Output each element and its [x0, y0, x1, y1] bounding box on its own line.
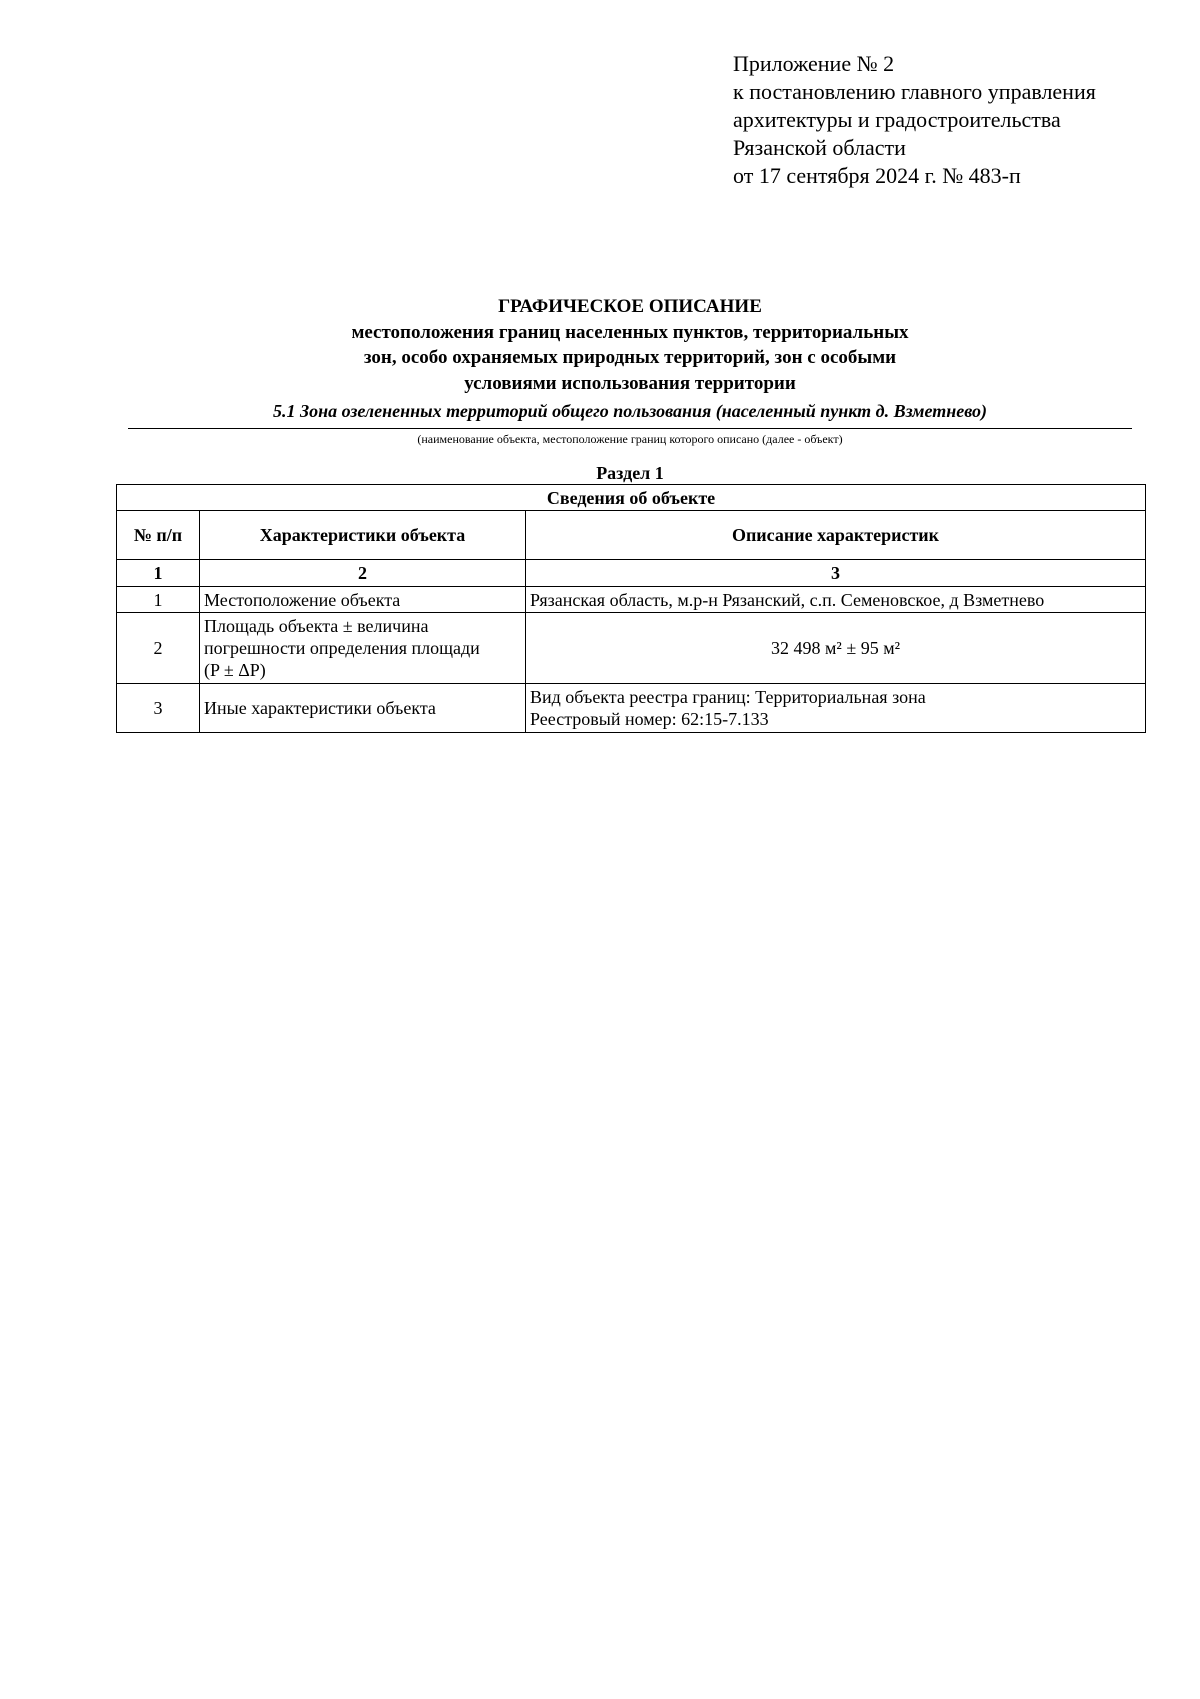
document-title-line: местоположения границ населенных пунктов, территориальных	[351, 321, 909, 343]
table-row	[117, 613, 1146, 684]
table-header-row	[117, 511, 1146, 560]
section-title: Раздел 1	[596, 463, 664, 483]
appendix-line: от 17 сентября 2024 г. № 483-п	[733, 163, 1021, 188]
object-caption: (наименование объекта, местоположение границ которого описано (далее - объект)	[417, 432, 843, 446]
row-number: 1	[117, 587, 200, 613]
object-name-underline	[128, 428, 1132, 429]
document-title-line: условиями использования территории	[464, 372, 796, 394]
row-characteristic: Местоположение объекта	[200, 587, 526, 613]
row-description-line: Реестровый номер: 62:15-7.133	[530, 709, 769, 729]
row-description: 32 498 м² ± 95 м²	[526, 613, 1146, 684]
row-description: Рязанская область, м.р-н Рязанский, с.п. Семеновское, д Взметнево	[526, 587, 1146, 613]
column-number: 3	[526, 560, 1146, 587]
header-number: № п/п	[117, 511, 200, 560]
appendix-line: архитектуры и градостроительства	[733, 107, 1061, 132]
document-title-line: зон, особо охраняемых природных территорий, зон с особыми	[363, 347, 897, 368]
header-characteristic: Характеристики объекта	[200, 511, 526, 560]
row-number: 3	[117, 684, 200, 733]
row-characteristic-line: Площадь объекта ± величина	[204, 616, 429, 636]
row-description	[526, 684, 1146, 733]
row-characteristic-line: (P ± ΔP)	[204, 660, 266, 680]
appendix-block	[733, 50, 1163, 190]
appendix-line: Рязанской области	[733, 135, 906, 160]
object-info-table	[116, 484, 1146, 733]
document-title	[128, 294, 1132, 396]
row-characteristic-line: погрешности определения площади	[204, 638, 480, 658]
column-number: 1	[117, 560, 200, 587]
table-caption: Сведения об объекте	[117, 485, 1146, 511]
object-name: 5.1 Зона озелененных территорий общего пользования (населенный пункт д. Взметнево)	[272, 401, 988, 421]
appendix-line: к постановлению главного управления	[733, 79, 1096, 104]
table-row	[117, 684, 1146, 733]
column-number-row	[117, 560, 1146, 587]
row-description-line: Вид объекта реестра границ: Территориальная зона	[530, 687, 926, 707]
row-number: 2	[117, 613, 200, 684]
table-row	[117, 587, 1146, 613]
document-title-main: ГРАФИЧЕСКОЕ ОПИСАНИЕ	[498, 296, 762, 317]
table-caption-row	[117, 485, 1146, 511]
header-description: Описание характеристик	[526, 511, 1146, 560]
appendix-line: Приложение № 2	[733, 51, 895, 76]
column-number: 2	[200, 560, 526, 587]
row-characteristic	[200, 613, 526, 684]
row-characteristic: Иные характеристики объекта	[200, 684, 526, 733]
